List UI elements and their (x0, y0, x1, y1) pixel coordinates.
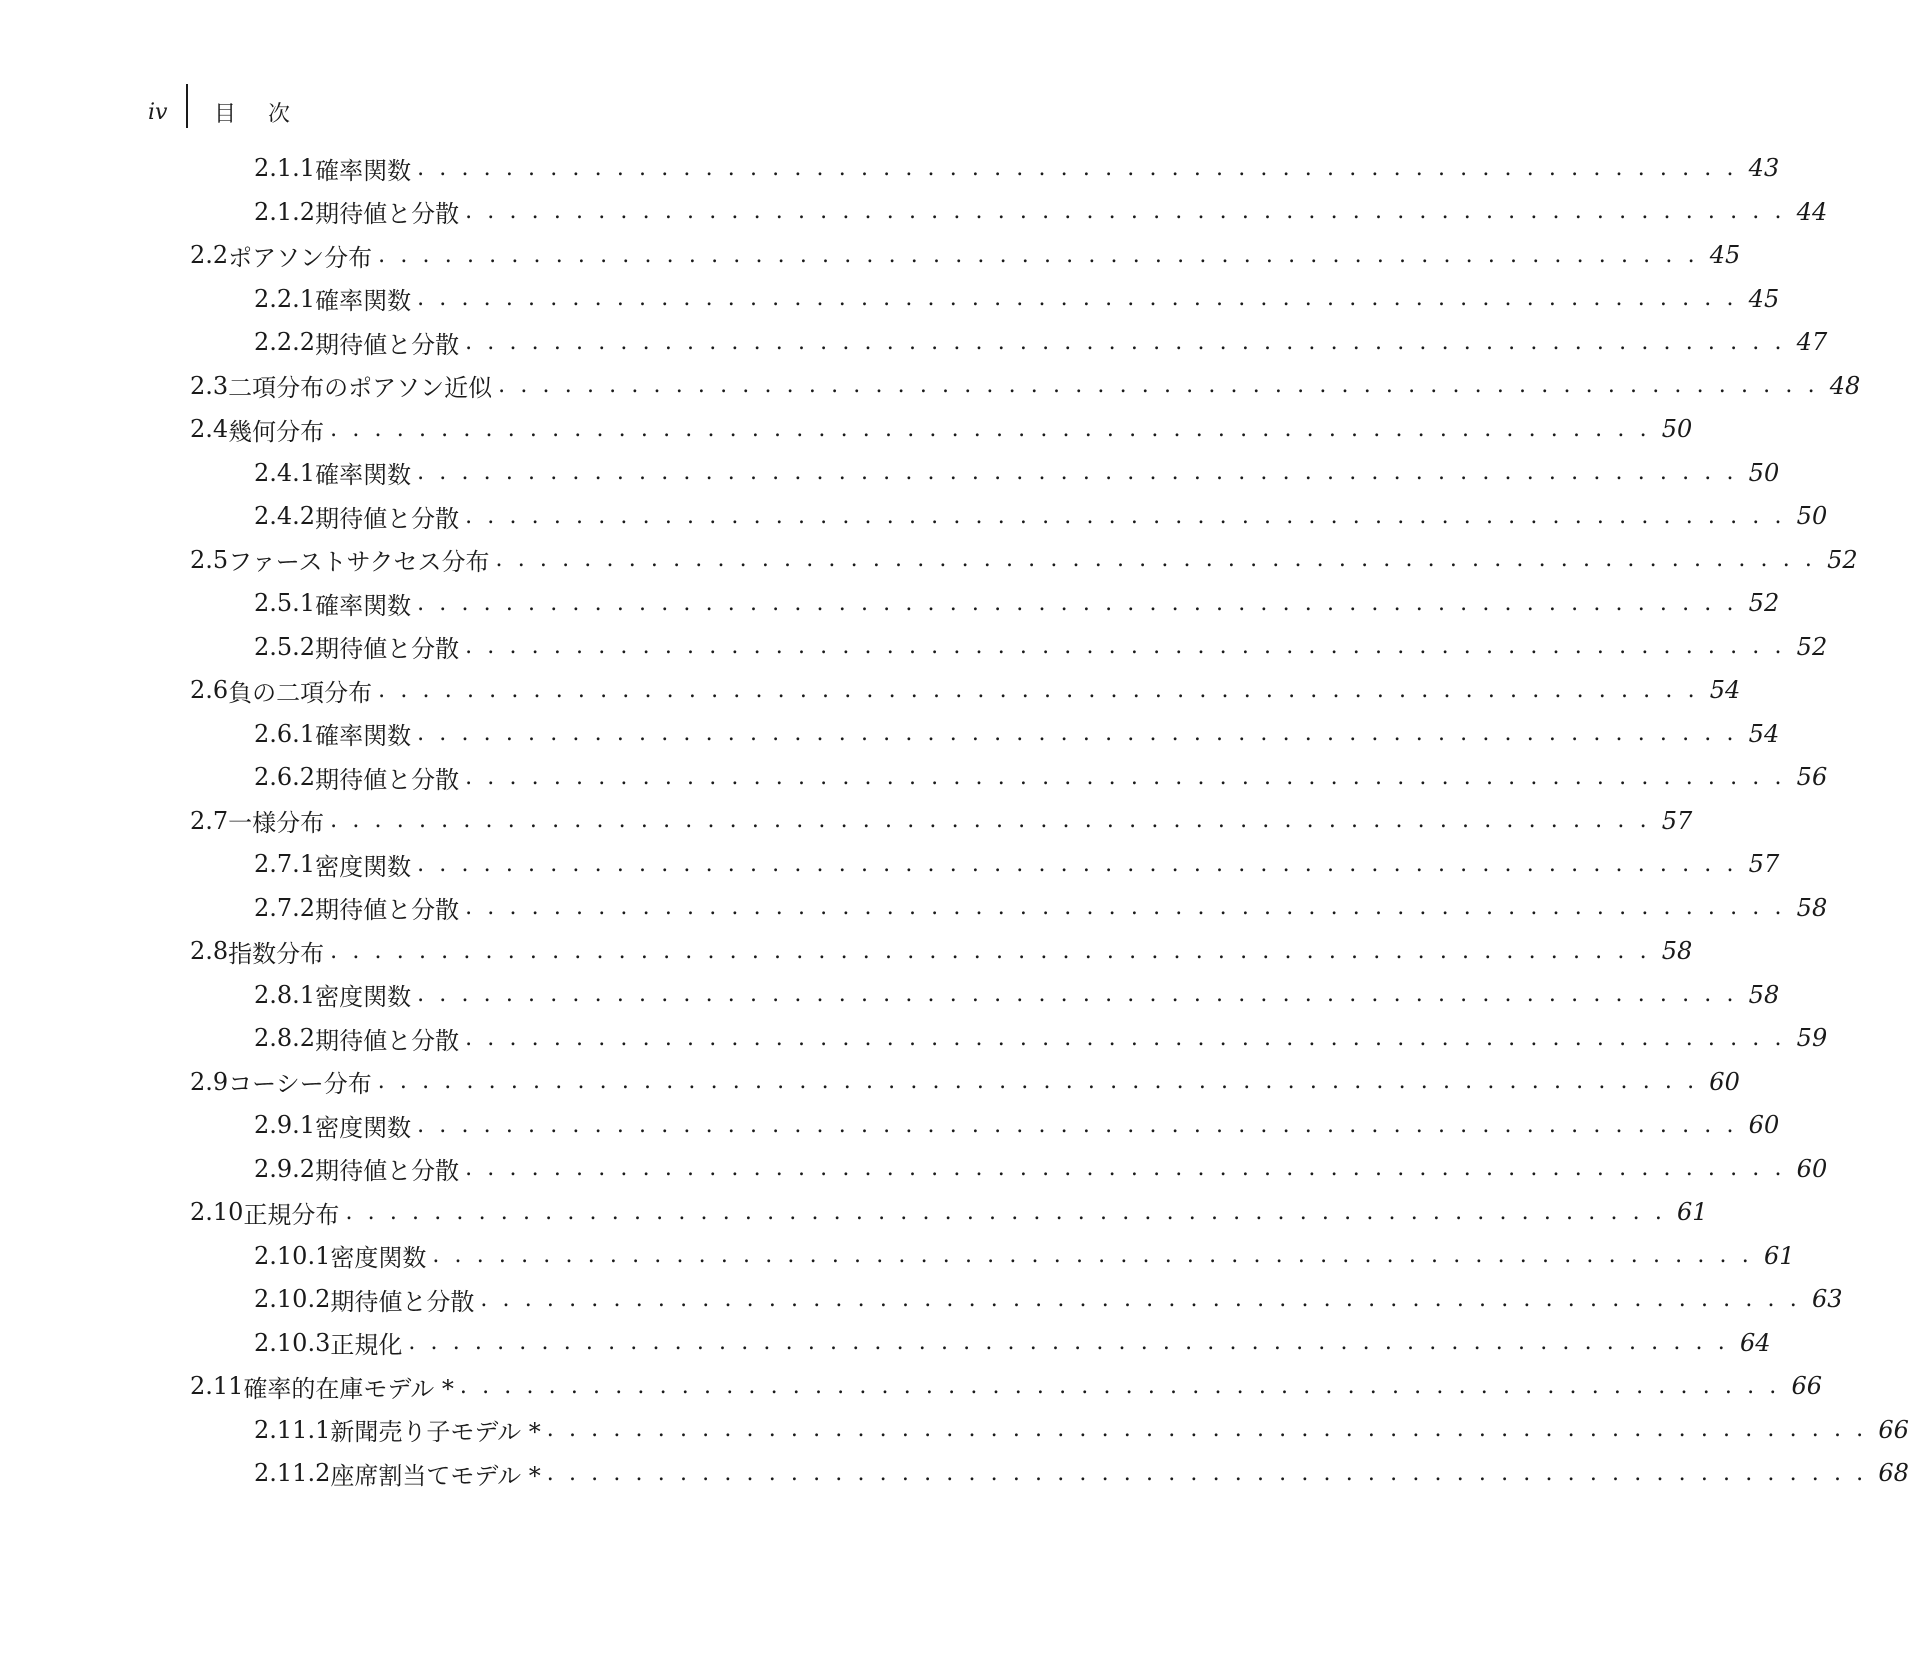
toc-number: 2.4 (190, 415, 229, 443)
dot-leader: ............................................................ (408, 1330, 1740, 1355)
toc-page-number: 63 (1811, 1285, 1843, 1313)
toc-title: 密度関数 (315, 1113, 412, 1142)
toc-entry[interactable] (190, 931, 1693, 971)
dot-leader: ............................................................ (465, 329, 1797, 355)
toc-page-number: 60 (1709, 1067, 1740, 1096)
toc-title: 正規分布 (243, 1200, 340, 1229)
toc-title: 確率関数 (315, 461, 412, 489)
toc-number: 2.6.2 (254, 763, 316, 791)
toc-entry[interactable] (254, 1236, 1795, 1276)
toc-number: 2.1.2 (254, 197, 316, 226)
dot-leader: ............................................................ (377, 1069, 1710, 1094)
toc-title: ポアソン分布 (228, 243, 373, 272)
toc-entry[interactable] (190, 540, 1858, 580)
dot-leader: ............................................................ (546, 1417, 1879, 1442)
toc-entry[interactable] (254, 322, 1828, 362)
dot-leader: ............................................................ (495, 547, 1828, 572)
toc-title: 期待値と分散 (315, 1026, 460, 1055)
dot-leader: ............................................................ (330, 938, 1662, 964)
toc-entry[interactable] (190, 1192, 1708, 1232)
toc-title: 期待値と分散 (315, 765, 460, 794)
toc-title: 期待値と分散 (315, 200, 460, 228)
toc-page-number: 64 (1739, 1328, 1771, 1357)
toc-entry[interactable] (190, 801, 1693, 841)
toc-title: 密度関数 (330, 1244, 427, 1272)
toc-page-number: 59 (1796, 1024, 1828, 1052)
toc-number: 2.6 (190, 676, 229, 704)
toc-number: 2.8 (190, 937, 229, 965)
toc-page-number: 50 (1748, 458, 1780, 487)
toc-title: 座席割当てモデル * (330, 1461, 541, 1490)
toc-entry[interactable] (254, 844, 1780, 884)
dot-leader: ............................................................ (417, 286, 1749, 311)
toc-entry[interactable] (254, 192, 1828, 232)
dot-leader: ............................................................ (546, 1460, 1879, 1486)
dot-leader: ............................................................ (378, 242, 1710, 268)
toc-number: 2.2.1 (254, 284, 316, 313)
dot-leader: ............................................................ (330, 808, 1662, 833)
toc-page-number: 61 (1763, 1241, 1795, 1270)
toc-number: 2.7 (190, 806, 229, 835)
toc-entry[interactable] (254, 627, 1828, 667)
toc-number: 2.7.1 (254, 850, 316, 878)
toc-number: 2.10.3 (254, 1328, 331, 1357)
toc-title: 確率関数 (315, 156, 412, 185)
toc-entry[interactable] (254, 279, 1780, 319)
toc-page-number: 68 (1878, 1459, 1909, 1487)
toc-title: コーシー分布 (228, 1070, 372, 1098)
toc-number: 2.10.1 (254, 1241, 331, 1270)
toc-number: 2.9.2 (254, 1154, 316, 1183)
toc-title: 期待値と分散 (315, 504, 460, 533)
dot-leader: ............................................................ (417, 851, 1749, 877)
toc-title: 密度関数 (315, 983, 412, 1011)
toc-title: ファーストサクセス分布 (228, 548, 490, 576)
dot-leader: ............................................................ (465, 764, 1797, 790)
toc-title: 確率関数 (315, 722, 412, 750)
toc-title: 確率的在庫モデル * (243, 1374, 454, 1403)
toc-page-number: 66 (1791, 1372, 1823, 1400)
dot-leader: ............................................................ (498, 373, 1830, 398)
toc-page-number: 58 (1748, 980, 1780, 1009)
toc-page-number: 50 (1796, 502, 1828, 530)
toc-page-number: 56 (1796, 763, 1828, 791)
toc-page-number: 57 (1748, 850, 1780, 878)
toc-page-number: 54 (1709, 676, 1741, 704)
toc-page-number: 52 (1796, 632, 1828, 661)
toc-entry[interactable] (254, 1018, 1828, 1058)
toc-page-number: 52 (1827, 545, 1858, 574)
dot-leader: ............................................................ (432, 1243, 1764, 1268)
page-number: iv (148, 99, 168, 125)
toc-page-number: 58 (1661, 937, 1693, 965)
dot-leader: ............................................................ (417, 1112, 1749, 1138)
dot-leader: ............................................................ (465, 199, 1797, 224)
toc-page-number: 45 (1709, 241, 1741, 269)
toc-title: 期待値と分散 (315, 635, 460, 663)
toc-entry[interactable] (190, 366, 1861, 406)
toc-number: 2.3 (190, 371, 229, 400)
toc-number: 2.5.1 (254, 589, 316, 617)
toc-page-number: 57 (1661, 806, 1693, 835)
toc-entry[interactable] (254, 496, 1828, 536)
toc-number: 2.2 (190, 241, 229, 269)
toc-entry[interactable] (190, 1062, 1740, 1102)
toc-entry[interactable] (254, 1410, 1909, 1450)
toc-page-number: 60 (1748, 1111, 1780, 1139)
toc-page-number: 54 (1748, 719, 1780, 748)
toc-page-number: 45 (1748, 284, 1780, 313)
toc-entry[interactable] (254, 1453, 1909, 1493)
running-head (148, 92, 322, 132)
toc-page-number: 58 (1796, 893, 1828, 922)
toc-title: 期待値と分散 (315, 330, 460, 359)
toc-page-number: 61 (1677, 1198, 1708, 1226)
toc-number: 2.6.1 (254, 719, 316, 748)
toc-entry[interactable] (190, 409, 1693, 449)
dot-leader: ............................................................ (465, 634, 1797, 659)
toc-number: 2.1.1 (254, 154, 316, 182)
toc-number: 2.9.1 (254, 1111, 316, 1139)
toc-number: 2.9 (190, 1067, 229, 1096)
toc-title: 期待値と分散 (315, 1157, 460, 1185)
toc-number: 2.8.2 (254, 1024, 316, 1052)
toc-title: 負の二項分布 (228, 678, 373, 707)
toc-entry[interactable] (254, 1149, 1828, 1189)
header-rule (186, 84, 188, 128)
toc-number: 2.4.1 (254, 458, 316, 487)
toc-entry[interactable] (254, 453, 1780, 493)
toc-number: 2.10.2 (254, 1285, 331, 1313)
toc-number: 2.10 (190, 1198, 244, 1226)
toc-entry[interactable] (254, 1323, 1771, 1363)
toc-number: 2.8.1 (254, 980, 316, 1009)
toc-entry[interactable] (254, 583, 1780, 623)
toc-page-number: 52 (1748, 589, 1780, 617)
toc-title: 期待値と分散 (330, 1287, 475, 1316)
dot-leader: ............................................................ (330, 416, 1662, 442)
dot-leader: ............................................................ (417, 460, 1749, 485)
toc-number: 2.4.2 (254, 502, 316, 530)
toc-entry[interactable] (190, 235, 1741, 275)
dot-leader: ............................................................ (465, 503, 1797, 529)
toc-entry[interactable] (254, 1279, 1843, 1319)
toc-page-number: 60 (1796, 1154, 1828, 1183)
dot-leader: ............................................................ (465, 1025, 1797, 1051)
toc-page-number: 44 (1796, 197, 1828, 226)
toc-page-number: 50 (1661, 415, 1693, 443)
running-title: 目次 (214, 101, 323, 127)
toc-page-number: 66 (1878, 1415, 1909, 1444)
dot-leader: ............................................................ (465, 895, 1797, 920)
dot-leader: ............................................................ (459, 1373, 1792, 1399)
toc-entry[interactable] (254, 714, 1780, 754)
toc-title: 期待値と分散 (315, 896, 460, 924)
toc-number: 2.11.1 (254, 1415, 331, 1444)
toc-entry[interactable] (254, 1105, 1780, 1145)
toc-entry[interactable] (254, 148, 1780, 188)
toc-title: 正規化 (330, 1331, 403, 1359)
toc-entry[interactable] (254, 975, 1780, 1015)
toc-number: 2.5.2 (254, 632, 316, 661)
dot-leader: ............................................................ (417, 590, 1749, 616)
toc-number: 2.11 (190, 1372, 244, 1400)
toc-entry[interactable] (254, 888, 1828, 928)
toc-title: 指数分布 (228, 939, 325, 968)
toc-entry[interactable] (190, 670, 1741, 710)
toc-title: 新聞売り子モデル * (330, 1418, 541, 1446)
toc-number: 2.7.2 (254, 893, 316, 922)
toc-number: 2.5 (190, 545, 229, 574)
dot-leader: ............................................................ (417, 982, 1749, 1007)
toc-title: 確率関数 (315, 591, 412, 620)
dot-leader: ............................................................ (345, 1199, 1678, 1225)
toc-title: 幾何分布 (228, 417, 325, 446)
dot-leader: ............................................................ (480, 1286, 1812, 1312)
toc-page-number: 47 (1796, 328, 1828, 356)
toc-number: 2.2.2 (254, 328, 316, 356)
toc-entry[interactable] (254, 757, 1828, 797)
toc-entry[interactable] (190, 1366, 1823, 1406)
toc-title: 二項分布のポアソン近似 (228, 374, 493, 402)
dot-leader: ............................................................ (378, 677, 1710, 703)
toc-page-number: 48 (1829, 371, 1861, 400)
toc-page-number: 43 (1748, 154, 1780, 182)
toc-title: 密度関数 (315, 852, 412, 881)
toc-title: 確率関数 (315, 287, 412, 315)
dot-leader: ............................................................ (417, 155, 1749, 181)
dot-leader: ............................................................ (465, 1156, 1797, 1181)
toc-number: 2.11.2 (254, 1459, 331, 1487)
dot-leader: ............................................................ (417, 721, 1749, 746)
toc-title: 一様分布 (228, 809, 325, 837)
